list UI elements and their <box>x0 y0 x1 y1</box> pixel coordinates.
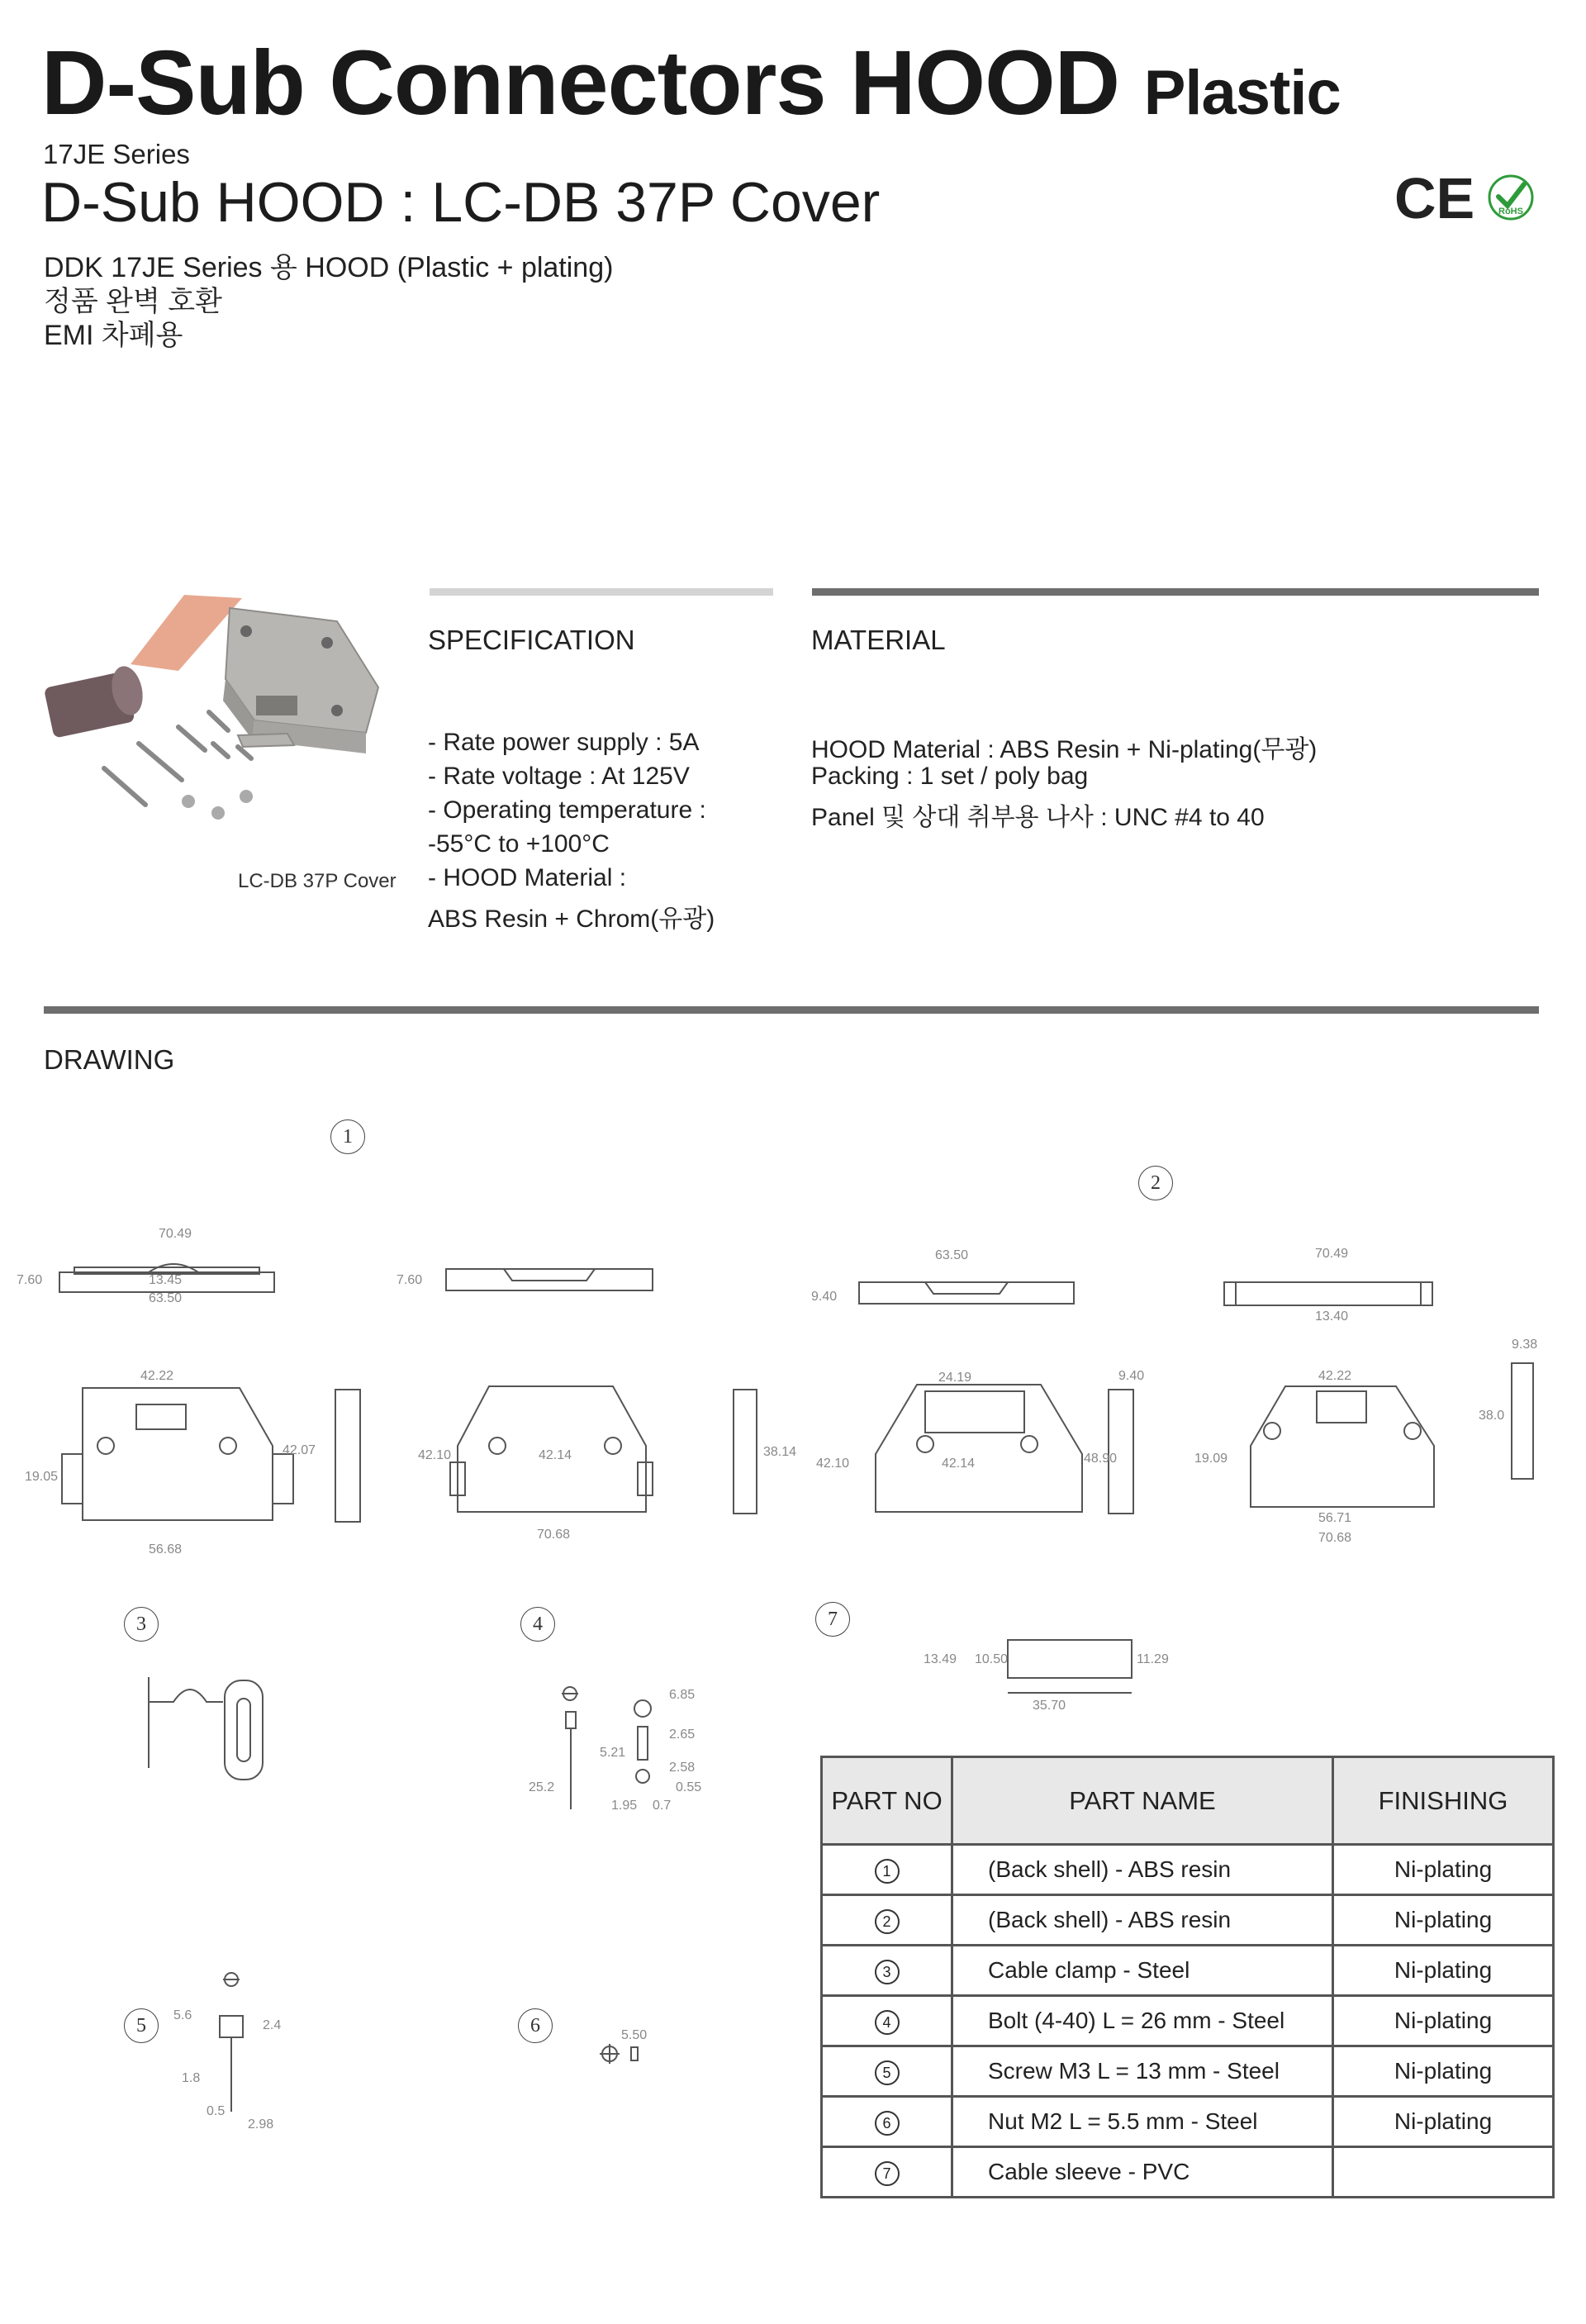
drawing-parts-1-2 <box>17 1214 1569 1561</box>
dim-1-g: 19.05 <box>25 1470 59 1484</box>
rohs-icon <box>1487 173 1535 221</box>
spec-line-2: - Rate voltage : At 125V <box>428 763 690 790</box>
drawing-part-7 <box>917 1632 1181 1714</box>
table-row <box>822 1845 1554 1895</box>
dim-7-b: 10.50 <box>975 1652 1009 1666</box>
dim-4-f: 25.2 <box>529 1780 555 1794</box>
spec-line-4: -55°C to +100°C <box>428 830 610 858</box>
part-finish: Ni-plating <box>1333 2046 1554 2097</box>
part-no: 7 <box>875 2161 900 2186</box>
dim-5-c: 1.8 <box>182 2071 201 2085</box>
part-finish: Ni-plating <box>1333 1845 1554 1895</box>
part-name: (Back shell) - ABS resin <box>952 1845 1333 1895</box>
dim-1-m: 38.14 <box>763 1445 797 1459</box>
material-line-3: Panel 및 상대 취부용 나사 : UNC #4 to 40 <box>811 804 1265 831</box>
part-finish: Ni-plating <box>1333 2097 1554 2147</box>
dim-1-e: 7.60 <box>396 1273 423 1287</box>
table-row <box>822 1895 1554 1946</box>
dim-2-e: 42.14 <box>942 1457 976 1471</box>
material-title: MATERIAL <box>811 625 946 655</box>
product-photo <box>40 588 395 844</box>
dim-2-c: 24.19 <box>938 1371 972 1385</box>
dim-2-a: 63.50 <box>935 1248 969 1262</box>
callout-1: 1 <box>330 1119 365 1154</box>
dim-2-g: 48.90 <box>1084 1452 1118 1466</box>
dim-2-i: 13.40 <box>1315 1309 1349 1324</box>
dim-2-f: 9.40 <box>1118 1369 1145 1383</box>
part-finish: Ni-plating <box>1333 1895 1554 1946</box>
part-no: 6 <box>875 2111 900 2136</box>
spec-line-3: - Operating temperature : <box>428 796 706 824</box>
dim-1-b: 7.60 <box>17 1273 43 1287</box>
parts-table <box>820 1756 1555 2198</box>
rohs-label: RoHS <box>1498 207 1523 216</box>
ce-mark: CE <box>1394 166 1475 230</box>
dim-2-k: 9.38 <box>1512 1338 1538 1352</box>
dim-5-e: 2.98 <box>248 2117 274 2132</box>
product-caption: LC-DB 37P Cover <box>238 870 396 892</box>
page-title-main: D-Sub Connectors HOOD <box>41 32 1120 134</box>
dim-4-e: 0.55 <box>676 1780 702 1794</box>
part-name: Cable clamp - Steel <box>952 1946 1333 1996</box>
dim-7-d: 35.70 <box>1033 1699 1066 1713</box>
drawing-rule <box>44 1006 1539 1014</box>
part-name: Bolt (4-40) L = 26 mm - Steel <box>952 1996 1333 2046</box>
part-no: 3 <box>875 1960 900 1984</box>
desc-line-2: 정품 완벽 호환 <box>44 286 222 317</box>
dim-1-i: 56.68 <box>149 1542 183 1556</box>
dim-4-a: 6.85 <box>669 1688 696 1702</box>
part-no: 1 <box>875 1859 900 1884</box>
drawing-part-5 <box>165 1966 297 2132</box>
part-finish <box>1333 2147 1554 2198</box>
dim-6-a: 5.50 <box>621 2028 648 2042</box>
product-subtitle: D-Sub HOOD : LC-DB 37P Cover <box>41 171 881 234</box>
part-no: 2 <box>875 1909 900 1934</box>
desc-line-3: EMI 차폐용 <box>44 320 183 351</box>
table-row <box>822 1996 1554 2046</box>
spec-line-1: - Rate power supply : 5A <box>428 729 700 756</box>
dim-4-c: 5.21 <box>600 1746 626 1760</box>
spec-rule <box>430 588 773 596</box>
dim-4-b: 2.65 <box>669 1728 696 1742</box>
spec-line-5: - HOOD Material : <box>428 864 627 891</box>
dim-1-f: 42.22 <box>140 1369 174 1383</box>
callout-5: 5 <box>124 2008 159 2043</box>
dim-5-d: 0.5 <box>207 2104 226 2118</box>
drawing-part-3 <box>140 1669 289 1793</box>
material-line-1: HOOD Material : ABS Resin + Ni-plating(무광) <box>811 736 1318 763</box>
desc-line-1: DDK 17JE Series 용 HOOD (Plastic + plating) <box>44 252 614 283</box>
dim-1-l: 70.68 <box>537 1528 571 1542</box>
table-row <box>822 2147 1554 2198</box>
dim-4-h: 0.7 <box>653 1799 672 1813</box>
callout-7: 7 <box>815 1602 850 1637</box>
material-rule <box>812 588 1539 596</box>
part-finish: Ni-plating <box>1333 1996 1554 2046</box>
callout-4: 4 <box>520 1607 555 1642</box>
part-name: Nut M2 L = 5.5 mm - Steel <box>952 2097 1333 2147</box>
drawing-title: DRAWING <box>44 1044 175 1075</box>
header-part-no: PART NO <box>822 1757 952 1845</box>
dim-1-d: 63.50 <box>149 1291 183 1305</box>
table-row <box>822 2097 1554 2147</box>
callout-6: 6 <box>518 2008 553 2043</box>
dim-1-c: 13.45 <box>149 1273 183 1287</box>
dim-5-b: 2.4 <box>263 2018 282 2032</box>
spec-line-6: ABS Resin + Chrom(유광) <box>428 905 715 933</box>
header-finishing: FINISHING <box>1333 1757 1554 1845</box>
parts-table-header <box>822 1757 1554 1845</box>
dim-1-a: 70.49 <box>159 1227 192 1241</box>
spec-title: SPECIFICATION <box>428 625 635 655</box>
part-finish: Ni-plating <box>1333 1946 1554 1996</box>
part-no: 5 <box>875 2060 900 2085</box>
page-title <box>41 33 1341 133</box>
material-line-2: Packing : 1 set / poly bag <box>811 763 1089 790</box>
table-row <box>822 1946 1554 1996</box>
header-part-name: PART NAME <box>952 1757 1333 1845</box>
part-name: Cable sleeve - PVC <box>952 2147 1333 2198</box>
callout-2: 2 <box>1138 1166 1173 1200</box>
part-name: Screw M3 L = 13 mm - Steel <box>952 2046 1333 2097</box>
dim-7-c: 11.29 <box>1137 1652 1169 1666</box>
dim-4-g: 1.95 <box>611 1799 638 1813</box>
dim-2-o: 70.68 <box>1318 1531 1352 1545</box>
dim-2-n: 56.71 <box>1318 1511 1352 1525</box>
table-row <box>822 2046 1554 2097</box>
part-no: 4 <box>875 2010 900 2035</box>
dim-1-h: 42.07 <box>283 1443 316 1457</box>
drawing-part-4 <box>520 1652 710 1818</box>
dim-2-m: 38.0 <box>1479 1409 1505 1423</box>
dim-1-k: 42.14 <box>539 1448 572 1462</box>
drawing-part-6 <box>595 2024 694 2074</box>
callout-3: 3 <box>124 1607 159 1642</box>
page-title-suffix: Plastic <box>1143 58 1341 128</box>
dim-2-h: 70.49 <box>1315 1247 1349 1261</box>
series-label: 17JE Series <box>43 139 190 169</box>
dim-1-j: 42.10 <box>418 1448 452 1462</box>
part-name: (Back shell) - ABS resin <box>952 1895 1333 1946</box>
dim-4-d: 2.58 <box>669 1761 696 1775</box>
dim-5-a: 5.6 <box>173 2008 192 2022</box>
dim-2-j: 42.22 <box>1318 1369 1352 1383</box>
dim-7-a: 13.49 <box>924 1652 957 1666</box>
dim-2-b: 9.40 <box>811 1290 838 1304</box>
dim-2-l: 19.09 <box>1194 1452 1228 1466</box>
dim-2-d: 42.10 <box>816 1457 850 1471</box>
